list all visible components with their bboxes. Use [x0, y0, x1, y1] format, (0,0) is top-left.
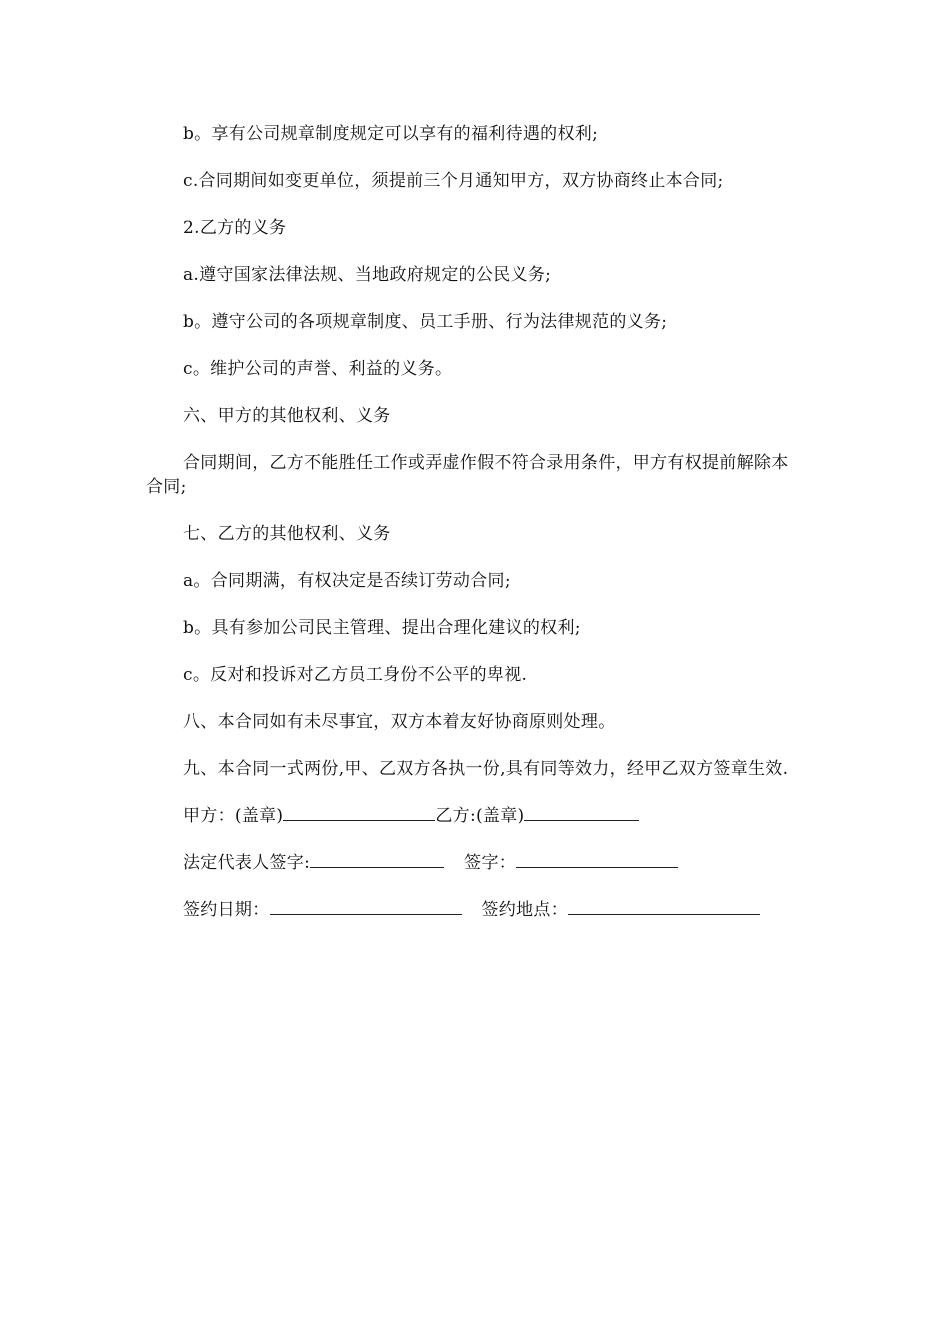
clause-a-laws: a.遵守国家法律法规、当地政府规定的公民义务;: [183, 265, 552, 285]
place-blank[interactable]: [568, 898, 760, 915]
clause-b-benefits: b。享有公司规章制度规定可以享有的福利待遇的权利;: [183, 124, 599, 144]
section-party-b-obligations: 2.乙方的义务: [183, 218, 287, 238]
party-b-blank[interactable]: [524, 804, 639, 821]
clause-c-complaint: c。反对和投诉对乙方员工身份不公平的卑视.: [183, 665, 528, 685]
party-signature-row: [146, 804, 798, 828]
clause-b-participation: b。具有参加公司民主管理、提出合理化建议的权利;: [183, 618, 581, 638]
party-b-label: 乙方:(盖章): [435, 806, 525, 826]
date-blank[interactable]: [270, 898, 462, 915]
clause-b-rules: b。遵守公司的各项规章制度、员工手册、行为法律规范的义务;: [183, 312, 668, 332]
section-six-text: 合同期间，乙方不能胜任工作或弄虚作假不符合录用条件，甲方有权提前解除本合同;: [146, 453, 789, 497]
clause-a-renewal: a。合同期满，有权决定是否续订劳动合同;: [183, 571, 511, 591]
section-nine-text: 九、本合同一式两份,甲、乙双方各执一份,具有同等效力，经甲乙双方签章生效.: [183, 759, 789, 779]
section-seven-heading: 七、乙方的其他权利、义务: [183, 524, 391, 544]
section-six-heading: 六、甲方的其他权利、义务: [183, 406, 391, 426]
representative-signature-row: [146, 851, 798, 875]
section-eight-text: 八、本合同如有未尽事宜，双方本着友好协商原则处理。: [183, 712, 616, 732]
clause-c-reputation: c。维护公司的声誉、利益的义务。: [183, 359, 453, 379]
clause-c-change-unit: c.合同期间如变更单位，须提前三个月通知甲方，双方协商终止本合同;: [183, 171, 724, 191]
party-a-label: 甲方：(盖章): [183, 806, 284, 826]
date-place-row: [146, 898, 798, 922]
place-label: 签约地点：: [481, 900, 568, 920]
contract-body: [146, 122, 798, 945]
legal-rep-label: 法定代表人签字:: [183, 853, 311, 873]
sign-blank[interactable]: [516, 851, 678, 868]
legal-rep-blank[interactable]: [310, 851, 444, 868]
party-a-blank[interactable]: [283, 804, 435, 821]
sign-label: 签字：: [464, 853, 517, 873]
date-label: 签约日期：: [183, 900, 270, 920]
